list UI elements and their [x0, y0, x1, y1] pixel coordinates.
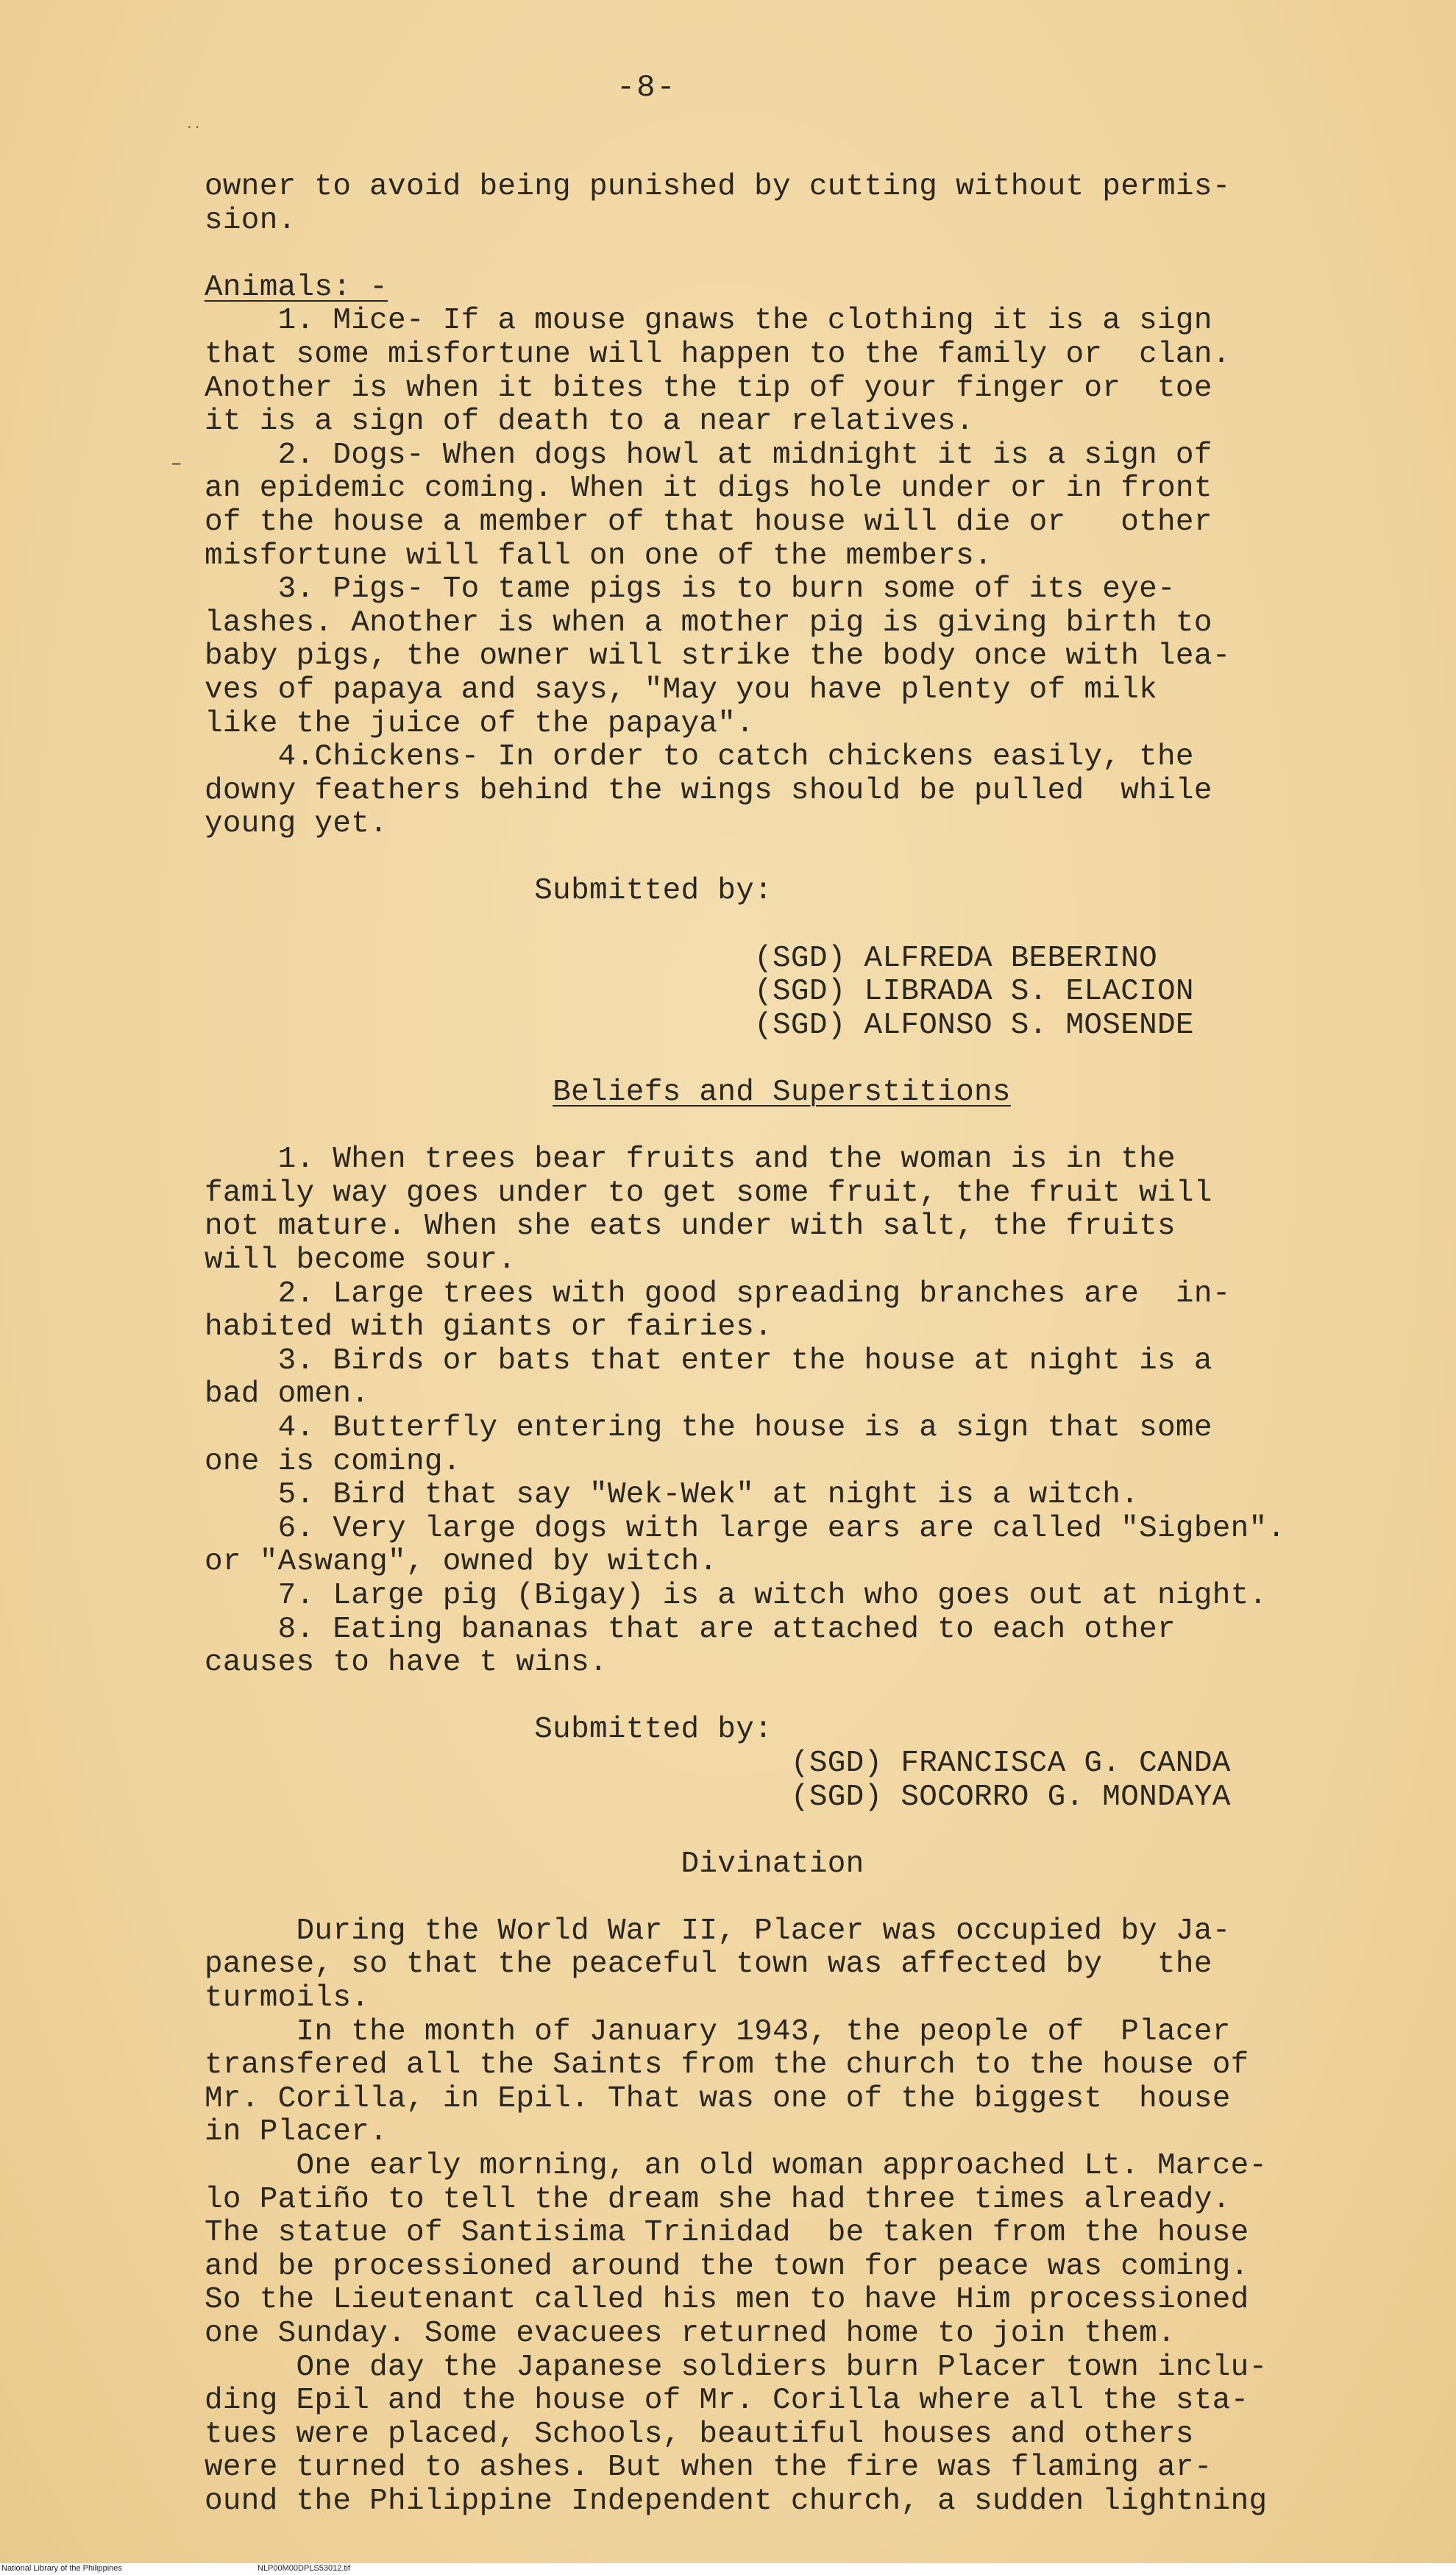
text-line: 8. Eating bananas that are attached to each other — [205, 1612, 1176, 1647]
text-line: and be processioned around the town for peace was coming. — [205, 2249, 1249, 2284]
text-line: Submitted by: — [205, 1713, 773, 1747]
text-line: 7. Large pig (Bigay) is a witch who goes out at night. — [205, 1578, 1268, 1613]
text-line: Submitted by: — [205, 874, 773, 909]
text-line: (SGD) SOCORRO G. MONDAYA — [205, 1780, 1231, 1814]
text-line: lashes. Another is when a mother pig is giving birth to — [205, 605, 1212, 640]
text-line: panese, so that the peaceful town was affected by the — [205, 1947, 1212, 1982]
text-line: ves of papaya and says, "May you have plenty of milk — [205, 672, 1158, 707]
text-line: (SGD) ALFREDA BEBERINO — [205, 941, 1158, 976]
text-line: 1. When trees bear fruits and the woman is in the — [205, 1143, 1176, 1177]
typed-text-body — [205, 171, 1411, 2519]
text-line: In the month of January 1943, the people of Placer — [205, 2014, 1231, 2049]
text-line: misfortune will fall on one of the members. — [205, 539, 992, 573]
text-line: it is a sign of death to a near relatives. — [205, 405, 974, 439]
text-line: 4. Butterfly entering the house is a sign that some — [205, 1410, 1212, 1445]
text-line: (SGD) LIBRADA S. ELACION — [205, 975, 1194, 1009]
text-line: One early morning, an old woman approached Lt. Marce- — [205, 2149, 1268, 2184]
text-line: So the Lieutenant called his men to have Him processioned — [205, 2283, 1249, 2318]
text-line: 3. Birds or bats that enter the house at night is a — [205, 1343, 1212, 1378]
text-line: 2. Dogs- When dogs howl at midnight it is a sign of — [205, 438, 1212, 472]
text-line: lo Patiño to tell the dream she had three times already. — [205, 2182, 1231, 2217]
text-line: ding Epil and the house of Mr. Corilla where all the sta- — [205, 2384, 1249, 2418]
text-line: in Placer. — [205, 2115, 388, 2150]
text-line — [205, 842, 1411, 876]
text-line: 2. Large trees with good spreading branches are in- — [205, 1276, 1231, 1311]
text-line — [205, 1881, 1411, 1915]
text-line: sion. — [205, 203, 296, 238]
text-line: tues were placed, Schools, beautiful houses and others — [205, 2417, 1194, 2451]
section-heading: Beliefs and Superstitions — [553, 1076, 1011, 1110]
text-line: causes to have t wins. — [205, 1646, 608, 1680]
text-line — [205, 1680, 1411, 1714]
page-number: -8- — [617, 70, 677, 105]
text-line: 5. Bird that say "Wek-Wek" at night is a witch. — [205, 1478, 1140, 1513]
text-line: one Sunday. Some evacuees returned home to join them. — [205, 2317, 1176, 2351]
text-line: baby pigs, the owner will strike the body once with lea- — [205, 639, 1231, 674]
text-line: owner to avoid being punished by cutting without permis- — [205, 170, 1231, 204]
text-line: not mature. When she eats under with salt, the fruits — [205, 1210, 1176, 1244]
text-line: or "Aswang", owned by witch. — [205, 1545, 718, 1580]
text-line: 1. Mice- If a mouse gnaws the clothing it is a sign — [205, 304, 1212, 338]
text-line: One day the Japanese soldiers burn Placer town inclu- — [205, 2350, 1268, 2384]
text-line: young yet. — [205, 807, 388, 842]
text-line — [205, 1076, 1411, 1110]
text-line: ound the Philippine Independent church, a sudden lightning — [205, 2484, 1268, 2518]
text-line: Another is when it bites the tip of your finger or toe — [205, 371, 1212, 405]
text-line: The statue of Santisima Trinidad be taken from the house — [205, 2216, 1249, 2251]
text-line: (SGD) FRANCISCA G. CANDA — [205, 1746, 1231, 1780]
text-line: 6. Very large dogs with large ears are called "Sigben". — [205, 1511, 1286, 1546]
text-line: of the house a member of that house will die or other — [205, 505, 1212, 539]
margin-mark: .. — [185, 118, 202, 132]
text-line: that some misfortune will happen to the family or clan. — [205, 337, 1231, 372]
text-line: one is coming. — [205, 1444, 461, 1479]
text-line: transfered all the Saints from the church to the house of — [205, 2048, 1249, 2083]
text-line: habited with giants or fairies. — [205, 1310, 773, 1345]
text-line — [205, 909, 1411, 942]
text-line: turmoils. — [205, 1981, 370, 2016]
text-line — [205, 1043, 1411, 1076]
text-line: Mr. Corilla, in Epil. That was one of the biggest house — [205, 2081, 1231, 2116]
text-line: were turned to ashes. But when the fire was flaming ar- — [205, 2451, 1212, 2485]
scan-footer — [0, 2563, 1456, 2575]
text-line: 3. Pigs- To tame pigs is to burn some of its eye- — [205, 572, 1176, 607]
text-line: 4.Chickens- In order to catch chickens easily, the — [205, 740, 1194, 775]
footer-filename: NLP00M00DPLS53012.tif — [258, 2564, 350, 2573]
text-line: During the World War II, Placer was occupied by Ja- — [205, 1914, 1231, 1948]
text-line: an epidemic coming. When it digs hole under or in front — [205, 472, 1212, 506]
text-line: will become sour. — [205, 1243, 516, 1277]
text-line — [205, 1814, 1411, 1848]
text-line: like the juice of the papaya". — [205, 706, 755, 741]
text-line: downy feathers behind the wings should be pulled while — [205, 773, 1212, 808]
footer-library: National Library of the Philippines — [1, 2564, 122, 2573]
text-line: Divination — [205, 1847, 864, 1881]
margin-dash: – — [171, 452, 182, 475]
text-line — [205, 238, 1411, 271]
text-line — [205, 1110, 1411, 1144]
text-line: family way goes under to get some fruit, the fruit will — [205, 1176, 1212, 1210]
text-line — [205, 271, 1411, 305]
section-heading: Animals: - — [205, 270, 388, 305]
text-line: (SGD) ALFONSO S. MOSENDE — [205, 1008, 1194, 1043]
text-line: bad omen. — [205, 1377, 370, 1412]
